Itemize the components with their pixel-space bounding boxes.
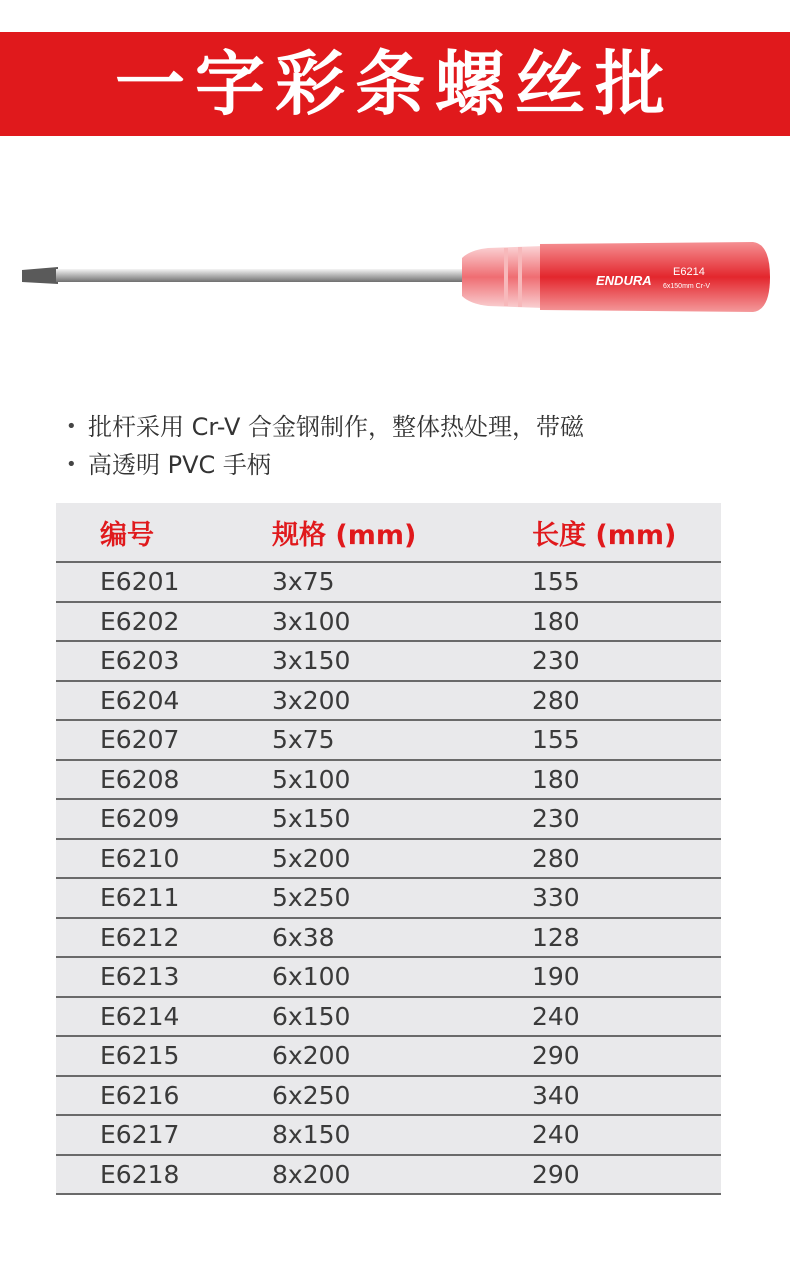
table-row <box>56 642 721 682</box>
feature-item <box>66 446 584 484</box>
table-row <box>56 1037 721 1077</box>
cell-length: 240 <box>532 1001 580 1031</box>
cell-model: E6217 <box>100 1120 180 1150</box>
cell-length: 330 <box>532 883 580 913</box>
cell-length: 240 <box>532 1120 580 1150</box>
cell-size: 8x150 <box>272 1120 351 1150</box>
table-row <box>56 1116 721 1156</box>
cell-size: 5x75 <box>272 725 335 755</box>
column-header-size: 规格 (mm) <box>272 519 417 551</box>
cell-size: 6x250 <box>272 1080 351 1110</box>
cell-model: E6203 <box>100 646 180 676</box>
table-row <box>56 603 721 643</box>
cell-size: 8x200 <box>272 1159 351 1189</box>
cell-size: 6x200 <box>272 1041 351 1071</box>
handle-red-section <box>540 242 770 312</box>
cell-model: E6204 <box>100 685 180 715</box>
table-row <box>56 800 721 840</box>
feature-list <box>66 408 584 484</box>
table-body <box>56 563 721 1195</box>
cell-length: 280 <box>532 843 580 873</box>
cell-model: E6209 <box>100 804 180 834</box>
table-row <box>56 761 721 801</box>
cell-size: 5x200 <box>272 843 351 873</box>
table-row <box>56 1077 721 1117</box>
cell-model: E6215 <box>100 1041 180 1071</box>
table-row <box>56 721 721 761</box>
table-row <box>56 1156 721 1196</box>
cell-length: 180 <box>532 606 580 636</box>
cell-model: E6216 <box>100 1080 180 1110</box>
handle-model: E6214 <box>673 266 705 278</box>
handle-clear-section <box>462 246 543 308</box>
cell-length: 230 <box>532 804 580 834</box>
cell-length: 290 <box>532 1159 580 1189</box>
spec-table <box>56 503 721 1195</box>
screwdriver-tip <box>22 267 58 284</box>
page-title: 一字彩条螺丝批 <box>115 43 675 125</box>
cell-size: 5x100 <box>272 764 351 794</box>
cell-length: 128 <box>532 922 580 952</box>
table-row <box>56 563 721 603</box>
cell-size: 5x150 <box>272 804 351 834</box>
screwdriver-shaft <box>56 269 468 282</box>
handle-spec: 6x150mm Cr-V <box>663 283 711 290</box>
cell-length: 155 <box>532 725 580 755</box>
cell-length: 180 <box>532 764 580 794</box>
cell-length: 340 <box>532 1080 580 1110</box>
cell-size: 3x150 <box>272 646 351 676</box>
cell-model: E6211 <box>100 883 180 913</box>
feature-text: 高透明 PVC 手柄 <box>88 451 271 479</box>
column-header-length: 长度 (mm) <box>532 519 677 551</box>
title-banner <box>0 32 790 136</box>
cell-length: 290 <box>532 1041 580 1071</box>
table-row <box>56 682 721 722</box>
table-row <box>56 840 721 880</box>
screwdriver-image <box>18 232 778 322</box>
table-row <box>56 958 721 998</box>
table-header <box>56 503 721 563</box>
cell-length: 155 <box>532 567 580 597</box>
feature-text: 批杆采用 Cr-V 合金钢制作，整体热处理，带磁 <box>88 413 585 441</box>
cell-model: E6208 <box>100 764 180 794</box>
table-row <box>56 998 721 1038</box>
cell-model: E6213 <box>100 962 180 992</box>
table-row <box>56 879 721 919</box>
cell-model: E6210 <box>100 843 180 873</box>
cell-model: E6202 <box>100 606 180 636</box>
bullet-icon: • <box>66 454 77 475</box>
cell-length: 280 <box>532 685 580 715</box>
table-row <box>56 919 721 959</box>
cell-length: 230 <box>532 646 580 676</box>
bullet-icon: • <box>66 416 77 437</box>
cell-size: 3x100 <box>272 606 351 636</box>
cell-model: E6207 <box>100 725 180 755</box>
cell-model: E6218 <box>100 1159 180 1189</box>
cell-model: E6201 <box>100 567 180 597</box>
feature-item <box>66 408 584 446</box>
cell-model: E6214 <box>100 1001 180 1031</box>
cell-size: 5x250 <box>272 883 351 913</box>
cell-size: 6x100 <box>272 962 351 992</box>
cell-size: 3x75 <box>272 567 335 597</box>
cell-model: E6212 <box>100 922 180 952</box>
cell-size: 6x150 <box>272 1001 351 1031</box>
handle-brand: ENDURA <box>596 273 652 288</box>
cell-length: 190 <box>532 962 580 992</box>
cell-size: 3x200 <box>272 685 351 715</box>
cell-size: 6x38 <box>272 922 335 952</box>
column-header-model: 编号 <box>100 519 154 551</box>
